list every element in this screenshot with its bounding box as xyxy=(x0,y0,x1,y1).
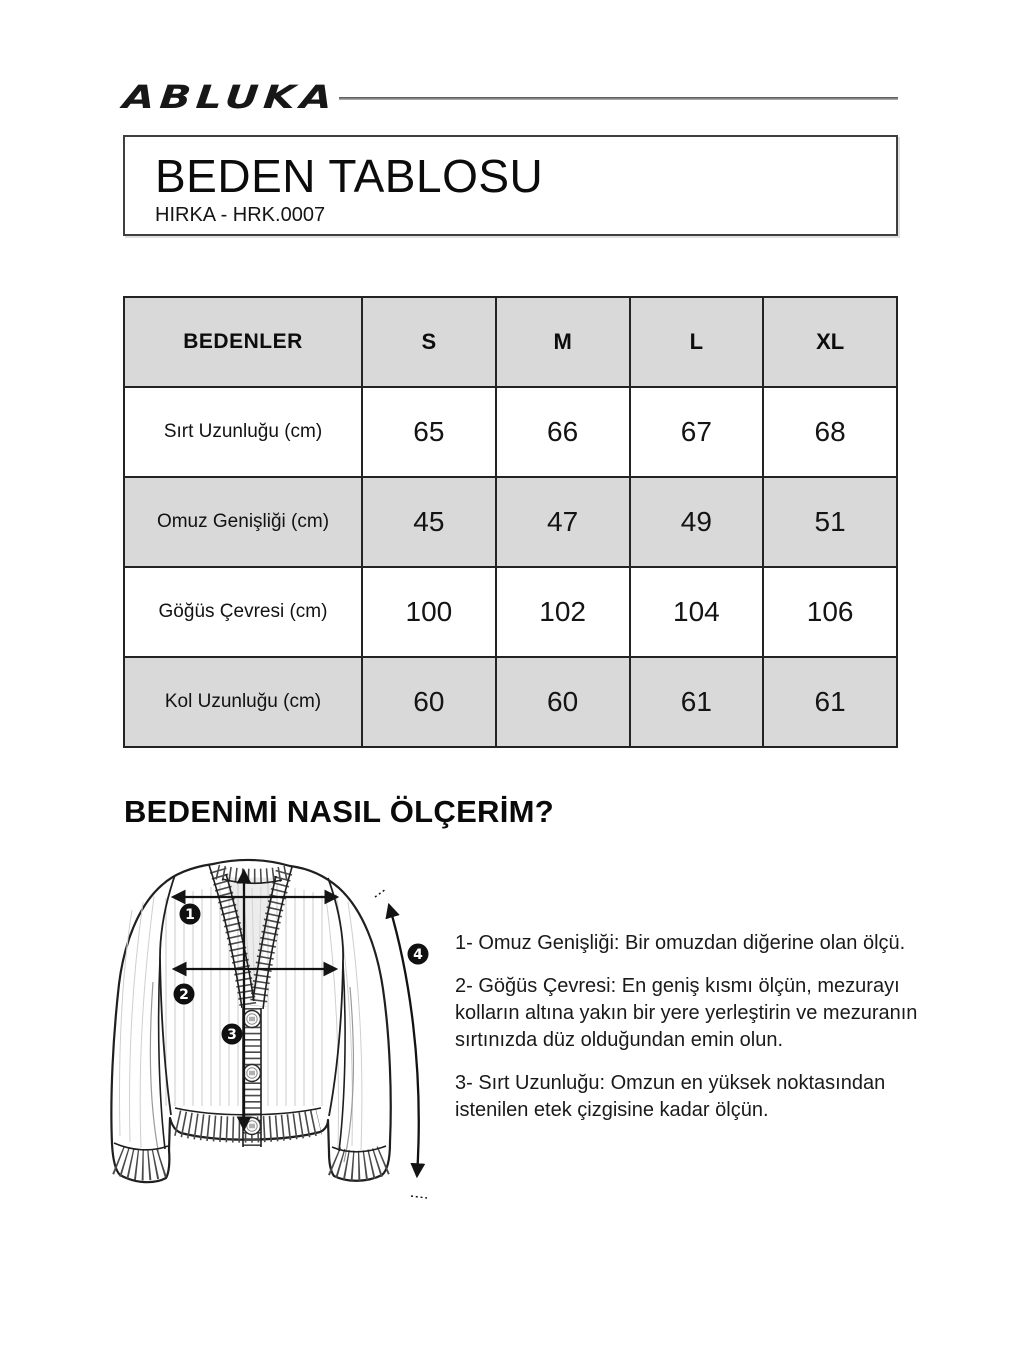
instruction-line: kolların altına yakın bir yere yerleştirin ve mezuranın xyxy=(455,1002,918,1024)
marker-badge-4 xyxy=(408,944,429,965)
column-header-l: L xyxy=(630,297,764,387)
instruction-line: 3- Sırt Uzunluğu: Omzun en yüksek noktasından xyxy=(455,1072,886,1094)
product-code: HIRKA - HRK.0007 xyxy=(155,204,326,226)
brand-logo: ABLUKA xyxy=(121,78,339,116)
instruction-line: 2- Göğüs Çevresi: En geniş kısmı ölçün, mezurayı xyxy=(455,975,900,997)
row-label: Omuz Genişliği (cm) xyxy=(124,477,362,567)
size-value: 100 xyxy=(362,567,496,657)
table-row-shoulder-width xyxy=(124,477,897,567)
table-header-row xyxy=(124,297,897,387)
marker-badge-1 xyxy=(180,904,201,925)
size-value: 45 xyxy=(362,477,496,567)
row-label: Sırt Uzunluğu (cm) xyxy=(124,387,362,477)
marker-badge-2 xyxy=(174,984,195,1005)
instruction-paragraph-1 xyxy=(455,930,925,957)
svg-text:3: 3 xyxy=(227,1027,237,1044)
logo-rule xyxy=(339,97,898,100)
header-logo-row xyxy=(121,78,898,116)
svg-text:4: 4 xyxy=(413,947,423,964)
size-value: 66 xyxy=(496,387,630,477)
size-value: 67 xyxy=(630,387,764,477)
table-row-back-length xyxy=(124,387,897,477)
instruction-paragraph-3 xyxy=(455,1070,925,1124)
cardigan-measurement-diagram xyxy=(80,852,450,1222)
size-value: 60 xyxy=(362,657,496,747)
title-box xyxy=(123,135,898,236)
instruction-line: sırtınızda düz olduğundan emin olun. xyxy=(455,1029,783,1051)
instruction-paragraph-2 xyxy=(455,973,925,1054)
size-value: 61 xyxy=(763,657,897,747)
page-title: BEDEN TABLOSU xyxy=(155,150,544,202)
size-value: 60 xyxy=(496,657,630,747)
brand-logo-wrap xyxy=(121,78,339,116)
marker-badge-3 xyxy=(222,1024,243,1045)
table-row-chest xyxy=(124,567,897,657)
row-label: Göğüs Çevresi (cm) xyxy=(124,567,362,657)
section-heading: BEDENİMİ NASIL ÖLÇERİM? xyxy=(124,794,555,829)
measurement-instructions xyxy=(455,930,925,1140)
size-value: 65 xyxy=(362,387,496,477)
size-value: 49 xyxy=(630,477,764,567)
size-value: 51 xyxy=(763,477,897,567)
instruction-line: istenilen etek çizgisine kadar ölçün. xyxy=(455,1099,769,1121)
size-table xyxy=(123,296,898,748)
column-header-sizes: BEDENLER xyxy=(124,297,362,387)
size-value: 106 xyxy=(763,567,897,657)
svg-text:2: 2 xyxy=(179,987,189,1004)
svg-text:1: 1 xyxy=(185,907,195,924)
column-header-xl: XL xyxy=(763,297,897,387)
size-value: 104 xyxy=(630,567,764,657)
size-value: 102 xyxy=(496,567,630,657)
size-value: 61 xyxy=(630,657,764,747)
size-value: 68 xyxy=(763,387,897,477)
instruction-line: 1- Omuz Genişliği: Bir omuzdan diğerine olan ölçü. xyxy=(455,932,906,954)
row-label: Kol Uzunluğu (cm) xyxy=(124,657,362,747)
column-header-m: M xyxy=(496,297,630,387)
table-row-sleeve-length xyxy=(124,657,897,747)
column-header-s: S xyxy=(362,297,496,387)
size-value: 47 xyxy=(496,477,630,567)
